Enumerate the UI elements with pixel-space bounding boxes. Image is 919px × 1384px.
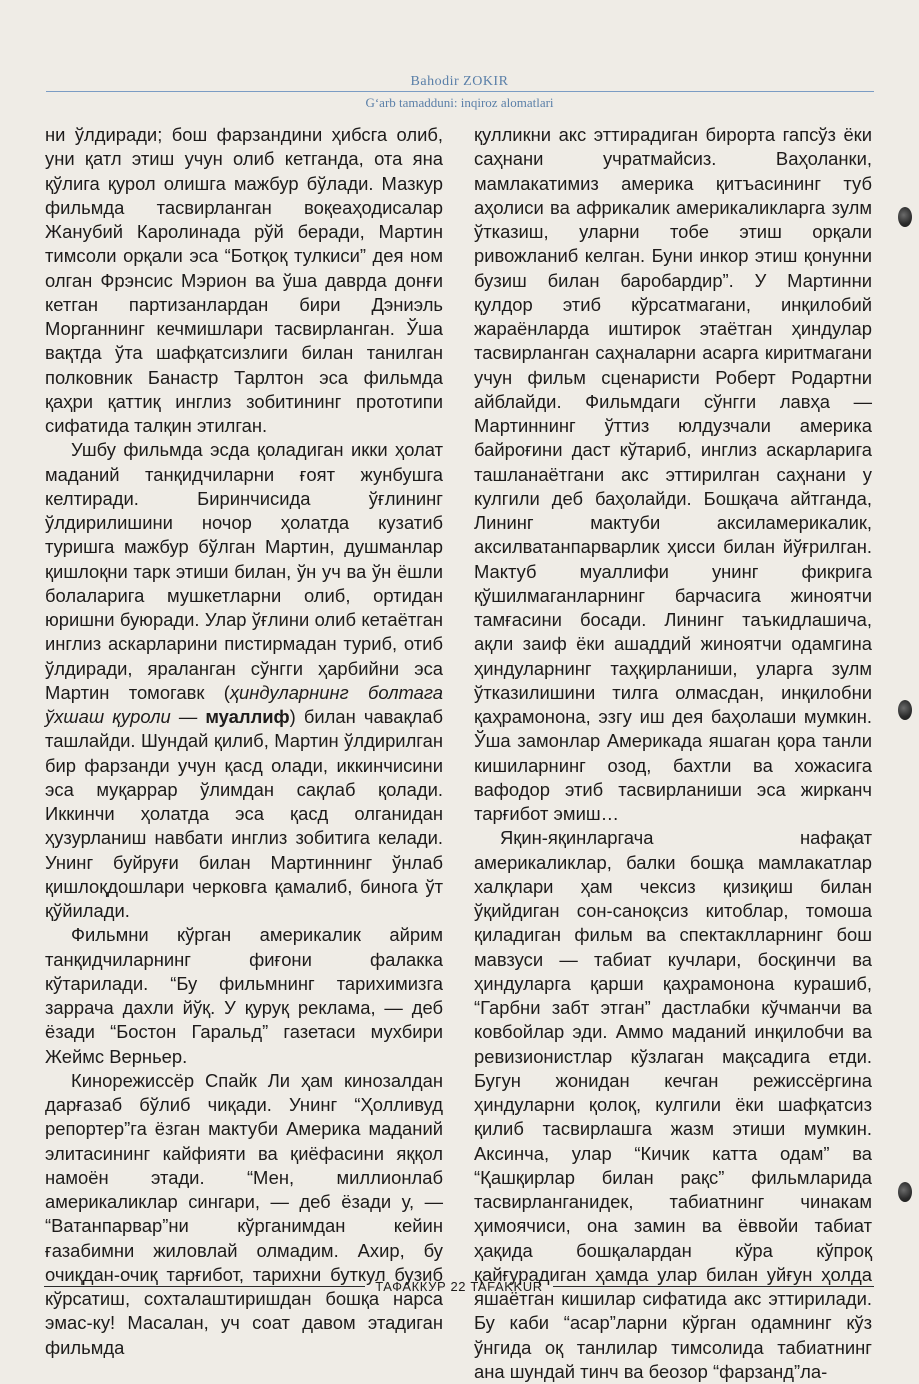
header-divider xyxy=(46,91,874,92)
right-text-column xyxy=(474,123,872,1382)
footer-rule-left xyxy=(44,1286,365,1287)
paragraph-2-italic-note: ҳиндуларнинг болтага ўхшаш қуроли — xyxy=(45,681,443,727)
paragraph-4: Кинорежиссёр Спайк Ли ҳам кинозалдан дарғазаб бўлиб чиқади. Унинг “Ҳолливуд репортер”га ёзган мактуби Америка маданий элитасининг кайфияти ва қиёфасини яққол намоён этади. “Мен, миллионлаб америкаликлар сингари, — деб ёзади у, — “Ватанпарвар”ни кўрганимдан кейин ғазабимни жиловлай олмадим. Ахир, бу очиқдан-очиқ тарғибот, тарихни буткул бузиб кўрсатиш, сохталаштиришдан бошқа нарса эмас-ку! Масалан, уч соат давом этадиган фильмда xyxy=(45,1069,443,1358)
paragraph-2-bold-author: муаллиф xyxy=(205,706,290,727)
binder-hole-icon xyxy=(898,1182,912,1202)
paragraph-6: Яқин-яқинларгача нафақат америкаликлар, балки бошқа мамлакатлар халқлари ҳам чексиз қизиқиш билан ўқийдиган сон-саноқсиз китоблар, томоша қиладиган фильм ва спектаклларнинг бош мавзуси — табиат кучлари, босқинчи ва ҳиндуларга қарши қаҳрамонона курашиб, “Гарбни забт этган” дастлабки кўчманчи ва ковбойлар эди. Аммо маданий инқилобчи ва ревизионистлар кўзлаган мақсадига етди. Бугун жонидан кечган режиссёргина ҳиндуларни қолоқ, кулгили ёки шафқатсиз қилиб тасвирлашга жазм этиши мумкин. Аксинча, улар “Кичик катта одам” ва “Қашқирлар билан рақс” фильмларида тасвирланганидек, табиатнинг чинакам ҳимоячиси, она замин ва ёввойи табиат ҳақида бошқалардан кўра кўпроқ қайғурадиган ҳамда улар билан уйғун ҳолда яшаётган кишилар сифатида акс эттирилади. Бу каби “асар”ларни кўрган одамнинг кўз ўнгида оқ танлилар тимсолида табиатнинг ана шундай тинч ва беозор “фарзанд”ла- xyxy=(474,827,872,1382)
paragraph-2 xyxy=(45,438,443,923)
paragraph-1: ни ўлдиради; бош фарзандини ҳибсга олиб, уни қатл этиш учун олиб кетганда, ота яна қўлига қурол олишга мажбур бўлади. Мазкур фильмда тасвирланган воқеаҳодисалар Жанубий Каролинада рўй беради, Мартин тимсоли орқали эса “Ботқоқ тулкиси” дея ном олган Фрэнсис Мэрион ва ўша даврда донғи кетган партизанлардан бири Дэниэль Морганнинг кечмишлари тасвирланган. Ўша вақтда ўта шафқатсизлиги билан танилган полковник Банастр Тарлтон эса фильмда қаҳри қаттиқ инглиз зобитининг прототипи сифатида талқин этилган. xyxy=(45,124,443,436)
footer-rule-right xyxy=(553,1286,874,1287)
binder-hole-icon xyxy=(898,700,912,720)
footer-page-label: ТАФАККУР 22 TAFAKKUR xyxy=(375,1279,543,1294)
running-header-subtitle: G‘arb tamadduni: inqiroz alomatlari xyxy=(365,95,554,110)
paragraph-2-part-4: ) билан чавақлаб ташлайди. Шундай қилиб, Мартин ўлдирилган бир фарзанди учун қасд олади, иккинчисини эса муқаррар ўлимдан сақлаб қолади. Иккинчи ҳолатда эса қасд олганидан ҳузурланиш навбати инглиз зобитига келади. Унинг буйруғи билан Мартиннинг ўнлаб қишлоқдошлари черковга қамалиб, бинога ўт қўйилади. xyxy=(45,706,443,921)
page-footer xyxy=(44,1279,874,1294)
binder-hole-icon xyxy=(898,207,912,227)
paragraph-5: қулликни акс эттирадиган бирорта гапсўз ёки саҳнани учратмайсиз. Ваҳоланки, мамлакатимиз америка қитъасининг туб аҳолиси ва африкалик америкаликларга зулм ўтказиш, уларни тобе этиш орқали ривожланиб келган. Буни инкор этиш қонунни бузиш билан баробардир”. У Мартинни қулдор этиб кўрсатмагани, инқилобий жараёнларда иштирок этаётган ҳиндулар тасвирланган саҳналарни асарга киритмагани учун фильм сценаристи Роберт Родартни айблайди. Фильмдаги сўнгги лавҳа — Мартиннинг ўттиз юлдузчали америка байроғини даст кўтариб, инглиз аскарларига ташланаётгани акс эттирилган саҳнани у кулгили деб баҳолайди. Бошқача айтганда, Лининг мактуби аксиламерикалик, аксилватанпарварлик ҳисси билан йўғрилган. Мактуб муаллифи унинг фикрига қўшилмаганларнинг барчасига жиноятчи тамғасини босади. Лининг таъкидлашича, ақли заиф ёки ашаддий жиноятчи одамгина ҳиндуларнинг таҳқирланиши, уларга зулм ўтказилишини тилга олмасдан, инқилобни қаҳрамонона, эзгу иш дея баҳолаши мумкин. Ўша замонлар Америкада яшаган қора танли кишиларнинг озод, бахтли ва хожасига вафодор этиб тасвирланиши эса жирканч тарғибот эмиш… xyxy=(474,124,872,824)
running-header-author: Bahodir ZOKIR xyxy=(410,74,509,89)
paragraph-3: Фильмни кўрган америкалик айрим танқидчиларнинг фиғони фалакка кўтарилади. “Бу фильмнинг тарихимизга заррача дахли йўқ. У қуруқ реклама, — деб ёзади “Бостон Гаральд” газетаси мухбири Жеймс Верньер. xyxy=(45,924,443,1067)
paragraph-2-part-1: Ушбу фильмда эсда қоладиган икки ҳолат маданий танқидчиларни ғоят жунбушга келтиради. Биринчисида ўғлининг ўлдирилишини ночор ҳолатда кузатиб туришга мажбур бўлган Мартин, душманлар қишлоқни тарк этиши билан, ўн уч ва ўн ёшли болаларига мушкетларни олиб, ортидан юришни буюради. Улар ўғлини олиб кетаётган инглиз аскарларини пистирмадан туриб, отиб ўлдиради, яраланган сўнгги ҳарбийни эса Мартин томогавк ( xyxy=(45,439,443,703)
left-text-column xyxy=(45,123,443,1358)
